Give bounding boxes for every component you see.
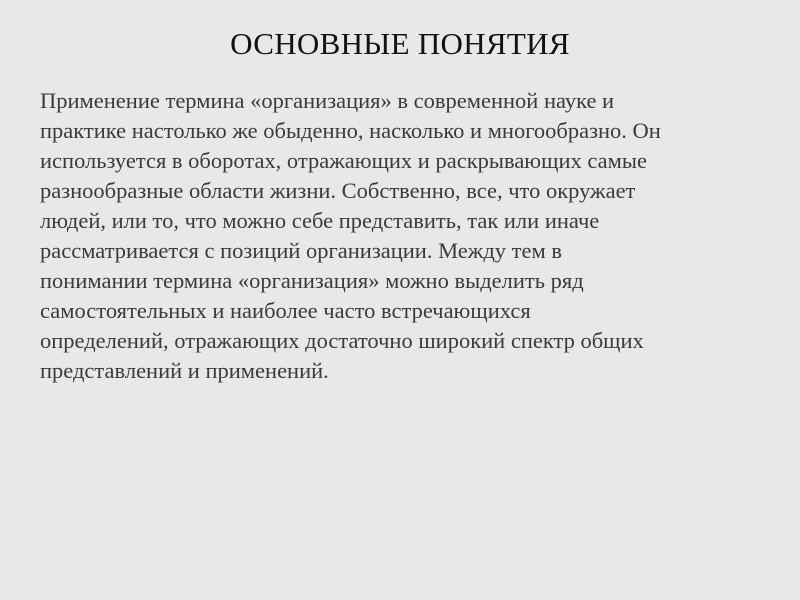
body-line: людей, или то, что можно себе представить, так или иначе bbox=[40, 208, 600, 233]
body-line: практике настолько же обыденно, насколько и многообразно. Он bbox=[40, 118, 661, 143]
body-line: рассматривается с позиций организации. Между тем в bbox=[40, 238, 562, 263]
slide-title: ОСНОВНЫЕ ПОНЯТИЯ bbox=[230, 26, 570, 61]
body-line: понимании термина «организация» можно выделить ряд bbox=[40, 268, 584, 293]
body-line: используется в оборотах, отражающих и раскрывающих самые bbox=[40, 148, 647, 173]
body-line: Применение термина «организация» в современной науке и bbox=[40, 88, 615, 113]
slide-body-text bbox=[40, 86, 762, 386]
body-line: определений, отражающих достаточно широкий спектр общих bbox=[40, 328, 644, 353]
body-line: самостоятельных и наиболее часто встречающихся bbox=[40, 298, 531, 323]
body-line: представлений и применений. bbox=[40, 358, 329, 383]
body-line: разнообразные области жизни. Собственно, все, что окружает bbox=[40, 178, 636, 203]
